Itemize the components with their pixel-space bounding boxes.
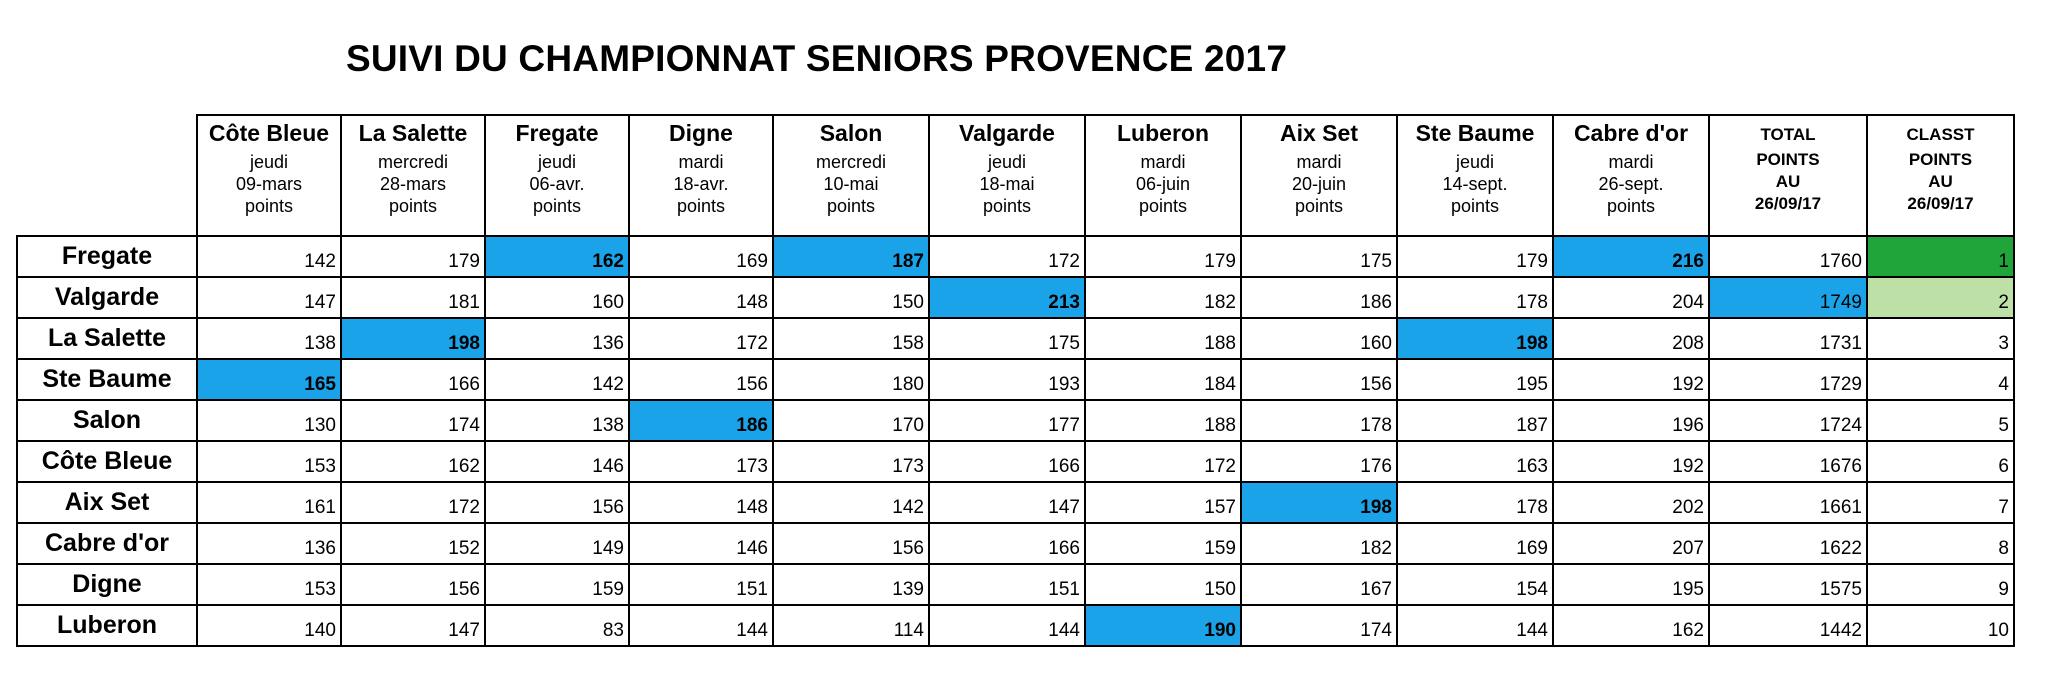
score-cell: 193 (929, 359, 1085, 400)
table-row (17, 605, 2014, 646)
score-cell: 169 (629, 236, 773, 277)
score-cell: 159 (485, 564, 629, 605)
score-cell: 179 (341, 236, 485, 277)
score-cell: 195 (1397, 359, 1553, 400)
total-cell: 1731 (1709, 318, 1867, 359)
column-day: jeudi (537, 152, 577, 172)
total-cell: 1760 (1709, 236, 1867, 277)
score-cell: 208 (1553, 318, 1709, 359)
standings-table (16, 114, 2015, 647)
header-line-4: 26/09/17 (1907, 194, 1974, 213)
rank-cell: 9 (1867, 564, 2014, 605)
column-header-la-salette (341, 115, 485, 236)
header-line-1: CLASST (1906, 125, 1975, 144)
header-line-2: POINTS (1756, 150, 1820, 169)
score-cell: 166 (341, 359, 485, 400)
column-date: 09-mars (235, 174, 302, 194)
column-header-fregate (485, 115, 629, 236)
column-date: 06-avr. (529, 174, 585, 194)
score-cell: 146 (629, 523, 773, 564)
table-body (17, 236, 2014, 646)
team-name: Luberon (17, 605, 197, 646)
score-cell: 182 (1085, 277, 1241, 318)
column-day: mardi (1608, 152, 1654, 172)
column-header-valgarde (929, 115, 1085, 236)
column-day: mercredi (815, 152, 886, 172)
column-date: 18-avr. (673, 174, 729, 194)
column-unit: points (1606, 196, 1656, 216)
column-header-ste-baume (1397, 115, 1553, 236)
score-cell: 150 (773, 277, 929, 318)
score-cell: 186 (629, 400, 773, 441)
score-cell: 130 (197, 400, 341, 441)
score-cell: 138 (197, 318, 341, 359)
column-header-total (1709, 115, 1867, 236)
score-cell: 156 (629, 359, 773, 400)
column-date: 14-sept. (1442, 174, 1508, 194)
rank-cell: 6 (1867, 441, 2014, 482)
score-cell: 83 (485, 605, 629, 646)
score-cell: 188 (1085, 400, 1241, 441)
score-cell: 156 (485, 482, 629, 523)
score-cell: 198 (341, 318, 485, 359)
header-row (17, 115, 2014, 236)
total-cell: 1622 (1709, 523, 1867, 564)
column-day: jeudi (249, 152, 289, 172)
score-cell: 170 (773, 400, 929, 441)
column-name: Côte Bleue (208, 120, 330, 146)
score-cell: 175 (1241, 236, 1397, 277)
column-date: 10-mai (823, 174, 879, 194)
column-unit: points (982, 196, 1032, 216)
score-cell: 213 (929, 277, 1085, 318)
table-row (17, 277, 2014, 318)
score-cell: 150 (1085, 564, 1241, 605)
column-name: Valgarde (959, 120, 1055, 146)
score-cell: 156 (1241, 359, 1397, 400)
score-cell: 147 (341, 605, 485, 646)
rank-cell: 8 (1867, 523, 2014, 564)
score-cell: 153 (197, 564, 341, 605)
score-cell: 166 (929, 523, 1085, 564)
page-title: SUIVI DU CHAMPIONNAT SENIORS PROVENCE 2017 (346, 38, 1288, 79)
score-cell: 216 (1553, 236, 1709, 277)
rank-cell: 7 (1867, 482, 2014, 523)
score-cell: 149 (485, 523, 629, 564)
score-cell: 147 (929, 482, 1085, 523)
score-cell: 178 (1397, 277, 1553, 318)
score-cell: 181 (341, 277, 485, 318)
column-day: mardi (1140, 152, 1186, 172)
column-unit: points (1294, 196, 1344, 216)
column-header-salon (773, 115, 929, 236)
column-date: 28-mars (379, 174, 446, 194)
score-cell: 202 (1553, 482, 1709, 523)
score-cell: 186 (1241, 277, 1397, 318)
score-cell: 165 (197, 359, 341, 400)
column-date: 20-juin (1291, 174, 1347, 194)
score-cell: 173 (773, 441, 929, 482)
rank-cell: 2 (1867, 277, 2014, 318)
score-cell: 138 (485, 400, 629, 441)
team-name: Fregate (17, 236, 197, 277)
column-day: mardi (1296, 152, 1342, 172)
score-cell: 204 (1553, 277, 1709, 318)
corner-cell (17, 115, 197, 236)
header-line-3: AU (1928, 172, 1953, 191)
score-cell: 140 (197, 605, 341, 646)
score-cell: 198 (1241, 482, 1397, 523)
column-date: 18-mai (979, 174, 1035, 194)
score-cell: 147 (197, 277, 341, 318)
table-row (17, 482, 2014, 523)
score-cell: 192 (1553, 441, 1709, 482)
score-cell: 160 (485, 277, 629, 318)
score-cell: 192 (1553, 359, 1709, 400)
column-unit: points (826, 196, 876, 216)
score-cell: 161 (197, 482, 341, 523)
score-cell: 169 (1397, 523, 1553, 564)
score-cell: 174 (341, 400, 485, 441)
score-cell: 182 (1241, 523, 1397, 564)
total-cell: 1442 (1709, 605, 1867, 646)
column-header-rank (1867, 115, 2014, 236)
column-unit: points (532, 196, 582, 216)
score-cell: 190 (1085, 605, 1241, 646)
score-cell: 184 (1085, 359, 1241, 400)
column-date: 26-sept. (1598, 174, 1664, 194)
score-cell: 160 (1241, 318, 1397, 359)
score-cell: 172 (629, 318, 773, 359)
column-unit: points (1450, 196, 1500, 216)
score-cell: 162 (485, 236, 629, 277)
score-cell: 179 (1397, 236, 1553, 277)
team-name: Ste Baume (17, 359, 197, 400)
column-unit: points (1138, 196, 1188, 216)
table-row (17, 318, 2014, 359)
score-cell: 172 (341, 482, 485, 523)
column-header-cabre-d-or (1553, 115, 1709, 236)
total-cell: 1729 (1709, 359, 1867, 400)
column-name: Aix Set (1280, 120, 1358, 146)
score-cell: 148 (629, 482, 773, 523)
score-cell: 180 (773, 359, 929, 400)
score-cell: 114 (773, 605, 929, 646)
score-cell: 174 (1241, 605, 1397, 646)
column-header-cote-bleue (197, 115, 341, 236)
table-row (17, 441, 2014, 482)
table-row (17, 359, 2014, 400)
rank-cell: 3 (1867, 318, 2014, 359)
score-cell: 166 (929, 441, 1085, 482)
team-name: Salon (17, 400, 197, 441)
score-cell: 187 (773, 236, 929, 277)
column-name: Salon (819, 120, 883, 146)
team-name: Côte Bleue (17, 441, 197, 482)
score-cell: 148 (629, 277, 773, 318)
header-line-1: TOTAL (1760, 125, 1816, 144)
score-cell: 151 (629, 564, 773, 605)
score-cell: 179 (1085, 236, 1241, 277)
column-unit: points (676, 196, 726, 216)
table-row (17, 523, 2014, 564)
team-name: La Salette (17, 318, 197, 359)
score-cell: 156 (773, 523, 929, 564)
score-cell: 159 (1085, 523, 1241, 564)
score-cell: 167 (1241, 564, 1397, 605)
score-cell: 142 (197, 236, 341, 277)
score-cell: 144 (1397, 605, 1553, 646)
column-name: Cabre d'or (1573, 120, 1689, 146)
total-cell: 1724 (1709, 400, 1867, 441)
column-header-aix-set (1241, 115, 1397, 236)
total-cell: 1676 (1709, 441, 1867, 482)
score-cell: 142 (773, 482, 929, 523)
score-cell: 139 (773, 564, 929, 605)
score-cell: 173 (629, 441, 773, 482)
score-cell: 146 (485, 441, 629, 482)
score-cell: 152 (341, 523, 485, 564)
score-cell: 187 (1397, 400, 1553, 441)
column-name: Fregate (515, 120, 599, 146)
team-name: Valgarde (17, 277, 197, 318)
rank-cell: 10 (1867, 605, 2014, 646)
score-cell: 172 (1085, 441, 1241, 482)
score-cell: 154 (1397, 564, 1553, 605)
score-cell: 198 (1397, 318, 1553, 359)
score-cell: 178 (1397, 482, 1553, 523)
score-cell: 177 (929, 400, 1085, 441)
header-line-3: AU (1775, 172, 1801, 191)
rank-cell: 1 (1867, 236, 2014, 277)
header-line-4: 26/09/17 (1754, 194, 1822, 213)
rank-cell: 4 (1867, 359, 2014, 400)
column-day: mercredi (377, 152, 448, 172)
column-unit: points (244, 196, 294, 216)
column-unit: points (388, 196, 438, 216)
column-name: Digne (669, 120, 733, 146)
score-cell: 142 (485, 359, 629, 400)
score-cell: 196 (1553, 400, 1709, 441)
score-cell: 162 (341, 441, 485, 482)
score-cell: 162 (1553, 605, 1709, 646)
column-date: 06-juin (1135, 174, 1191, 194)
score-cell: 151 (929, 564, 1085, 605)
rank-cell: 5 (1867, 400, 2014, 441)
column-day: jeudi (987, 152, 1027, 172)
score-cell: 136 (485, 318, 629, 359)
total-cell: 1575 (1709, 564, 1867, 605)
score-cell: 178 (1241, 400, 1397, 441)
score-cell: 188 (1085, 318, 1241, 359)
column-name: Ste Baume (1415, 120, 1535, 146)
total-cell: 1749 (1709, 277, 1867, 318)
score-cell: 156 (341, 564, 485, 605)
score-cell: 157 (1085, 482, 1241, 523)
score-cell: 158 (773, 318, 929, 359)
team-name: Digne (17, 564, 197, 605)
score-cell: 175 (929, 318, 1085, 359)
column-day: jeudi (1455, 152, 1495, 172)
score-cell: 172 (929, 236, 1085, 277)
column-header-digne (629, 115, 773, 236)
column-name: Luberon (1117, 120, 1209, 146)
table-row (17, 564, 2014, 605)
column-header-luberon (1085, 115, 1241, 236)
score-cell: 144 (929, 605, 1085, 646)
score-cell: 163 (1397, 441, 1553, 482)
header-line-2: POINTS (1908, 150, 1973, 169)
column-day: mardi (678, 152, 724, 172)
score-cell: 207 (1553, 523, 1709, 564)
column-name: La Salette (358, 120, 468, 146)
team-name: Aix Set (17, 482, 197, 523)
total-cell: 1661 (1709, 482, 1867, 523)
table-row (17, 236, 2014, 277)
score-cell: 195 (1553, 564, 1709, 605)
score-cell: 153 (197, 441, 341, 482)
team-name: Cabre d'or (17, 523, 197, 564)
score-cell: 136 (197, 523, 341, 564)
table-row (17, 400, 2014, 441)
score-cell: 144 (629, 605, 773, 646)
score-cell: 176 (1241, 441, 1397, 482)
